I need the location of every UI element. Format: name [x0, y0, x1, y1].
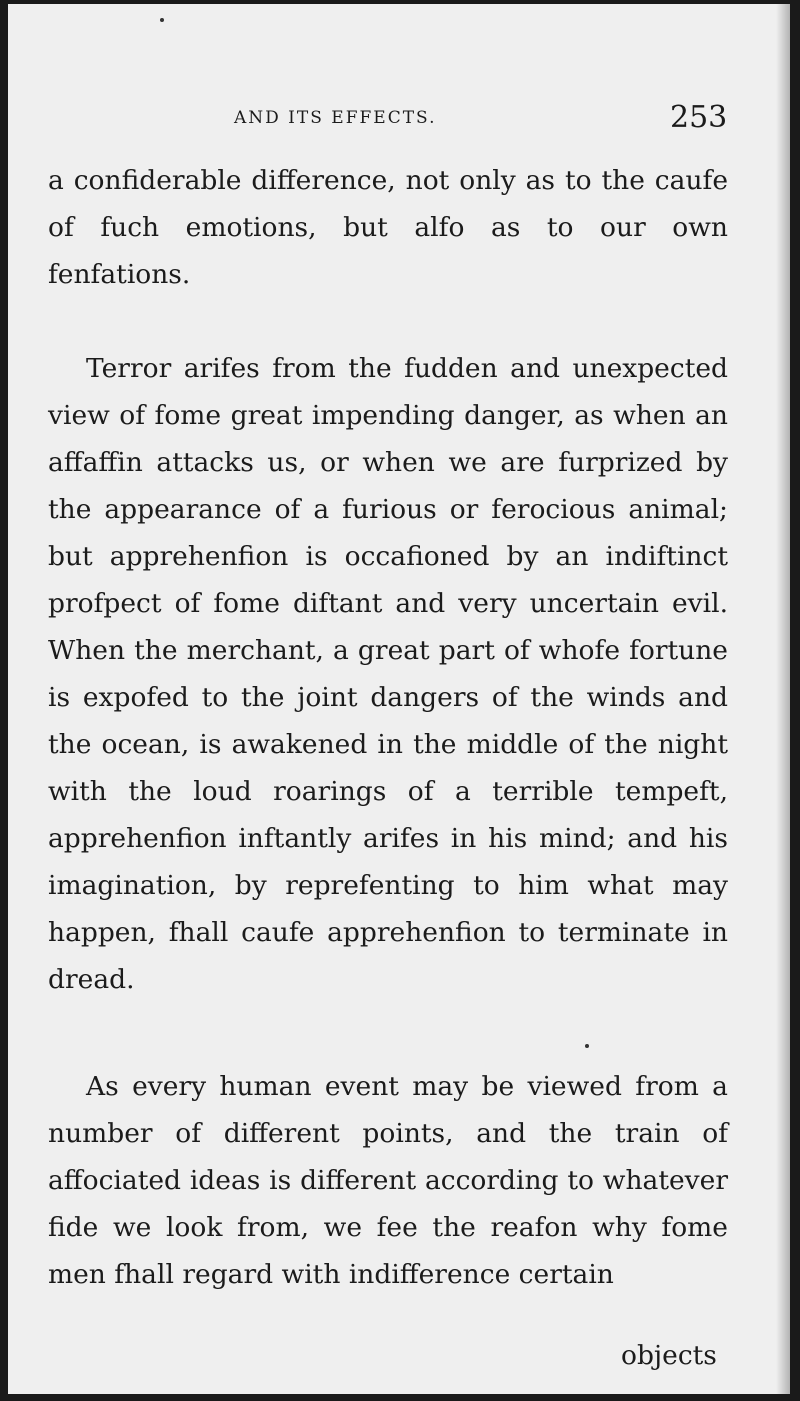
ink-speck	[160, 18, 164, 22]
running-head: AND ITS EFFECTS.	[234, 108, 437, 128]
page-edge-shadow	[776, 4, 790, 1394]
page-header	[8, 102, 790, 142]
page-number: 253	[670, 100, 728, 135]
paragraph-terror: Terror arifes from the fudden and unexpected view of fome great impending danger, as when an affaffin attacks us, or when we are furprized by the appearance of a furious or ferocious animal; but apprehenfion is occafioned by an indiftinct profpect of fome diftant and very uncertain evil. When the merchant, a great part of whofe fortune is expofed to the joint dangers of the winds and the ocean, is awakened in the middle of the night with the loud roarings of a terrible tempeft, apprehenfion inftantly arifes in his mind; and his imagination, by reprefenting to him what may happen, fhall caufe apprehenfion to terminate in dread.	[48, 353, 728, 995]
paragraph-human-event: As every human event may be viewed from a number of different points, and the train of affociated ideas is different according to whatever fide we look from, we fee the reafon why fome men fhall regard with indifference certain	[48, 1071, 728, 1290]
book-page	[8, 4, 790, 1394]
paragraph-continuation: a confiderable difference, not only as to the caufe of fuch emotions, but alfo as to our own fenfations.	[48, 165, 728, 290]
catchword: objects	[621, 1340, 717, 1371]
page-body	[48, 157, 728, 1298]
